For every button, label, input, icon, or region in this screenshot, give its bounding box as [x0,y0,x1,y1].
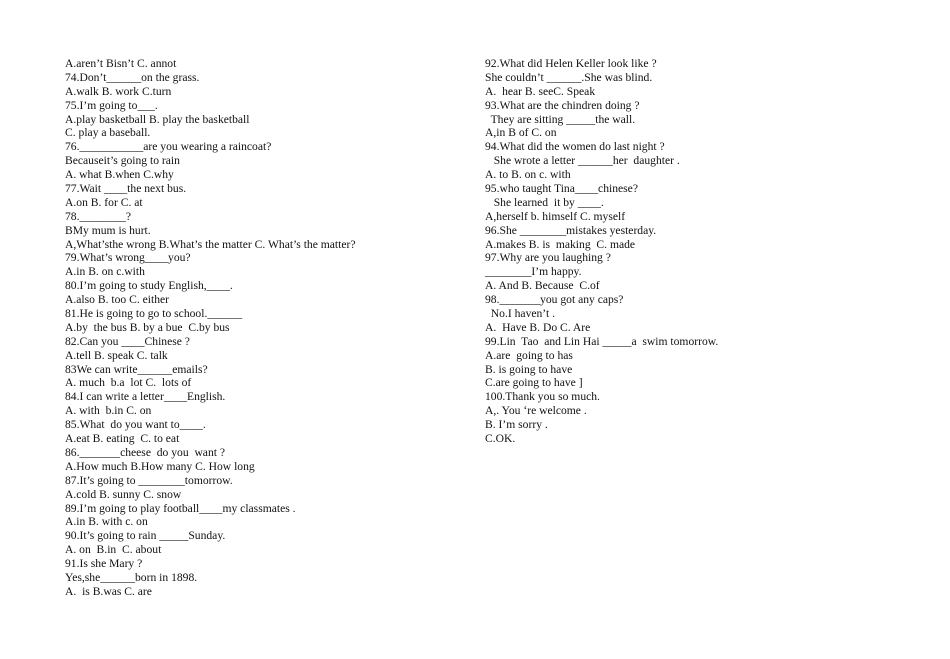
text-line: A,in B of C. on [485,126,557,140]
text-line: Becauseit’s going to rain [65,154,180,168]
text-line: A. is B.was C. are [65,584,152,598]
text-line: A.How much B.How many C. How long [65,459,255,473]
text-line: ________I’m happy. [485,265,582,279]
text-line: A,herself b. himself C. myself [485,209,626,223]
text-line: Yes,she______born in 1898. [65,570,198,584]
text-line: A. And B. Because C.of [485,279,600,293]
text-line: 94.What did the women do last night ? [485,140,665,154]
right-column [485,57,905,446]
text-line: C.OK. [485,432,516,446]
text-line: A.also B. too C. either [65,293,170,307]
text-line: C. play a baseball. [65,126,151,140]
text-line: 100.Thank you so much. [485,390,600,404]
text-line: No.I haven’t . [485,307,555,321]
text-line: A.tell B. speak C. talk [65,348,168,362]
text-line: A. much b.a lot C. lots of [65,376,192,390]
text-line: A. with b.in C. on [65,404,152,418]
text-line: A.eat B. eating C. to eat [65,432,180,446]
text-line: A. hear B. seeC. Speak [485,84,596,98]
text-line: 87.It’s going to ________tomorrow. [65,473,233,487]
text-line: 82.Can you ____Chinese ? [65,334,190,348]
text-line: A,What’sthe wrong B.What’s the matter C. What’s the matter? [65,237,356,251]
text-line: A,. You ‘re welcome . [485,404,587,418]
text-line: 76.___________are you wearing a raincoat? [65,140,272,154]
text-line: 83We can write______emails? [65,362,208,376]
text-line: 85.What do you want to____. [65,418,206,432]
text-line: A. on B.in C. about [65,543,162,557]
text-line: 96.She ________mistakes yesterday. [485,223,657,237]
text-line: She learned it by ____. [485,195,604,209]
text-line: A.play basketball B. play the basketball [65,112,250,126]
text-line: 93.What are the chindren doing ? [485,98,640,112]
text-line: A.cold B. sunny C. snow [65,487,182,501]
text-line: 91.Is she Mary ? [65,557,143,571]
text-line: 98._______you got any caps? [485,293,624,307]
text-line: 75.I’m going to___. [65,98,158,112]
left-column [65,57,465,599]
text-line: She wrote a letter ______her daughter . [485,154,680,168]
text-line: 77.Wait ____the next bus. [65,182,187,196]
text-line: A.in B. with c. on [65,515,148,529]
text-line: A. what B.when C.why [65,168,174,182]
text-line: A.aren’t Bisn’t C. annot [65,57,177,70]
text-line: A.on B. for C. at [65,195,143,209]
text-line: 92.What did Helen Keller look like ? [485,57,657,70]
text-line: 81.He is going to go to school.______ [65,307,243,321]
text-line: A. Have B. Do C. Are [485,320,591,334]
text-line: 78.________? [65,209,132,223]
text-line: 79.What’s wrong____you? [65,251,191,265]
text-line: They are sitting _____the wall. [485,112,636,126]
text-line: A.are going to has [485,348,573,362]
text-line: 97.Why are you laughing ? [485,251,611,265]
text-line: BMy mum is hurt. [65,223,151,237]
text-line: 80.I’m going to study English,____. [65,279,233,293]
text-line: A.walk B. work C.turn [65,84,172,98]
text-line: 95.who taught Tina____chinese? [485,182,638,196]
text-line: C.are going to have ] [485,376,583,390]
text-line: She couldn’t ______.She was blind. [485,70,653,84]
text-line: 99.Lin Tao and Lin Hai _____a swim tomorrow. [485,334,719,348]
text-line: 84.I can write a letter____English. [65,390,226,404]
text-line: 86._______cheese do you want ? [65,445,226,459]
text-line: A.in B. on c.with [65,265,145,279]
text-line: 74.Don’t______on the grass. [65,70,200,84]
text-line: A. to B. on c. with [485,168,571,182]
text-line: B. is going to have [485,362,573,376]
text-line: A.makes B. is making C. made [485,237,636,251]
text-line: B. I’m sorry . [485,418,548,432]
text-line: A.by the bus B. by a bue C.by bus [65,320,230,334]
text-line: 90.It’s going to rain _____Sunday. [65,529,226,543]
text-line: 89.I’m going to play football____my classmates . [65,501,296,515]
